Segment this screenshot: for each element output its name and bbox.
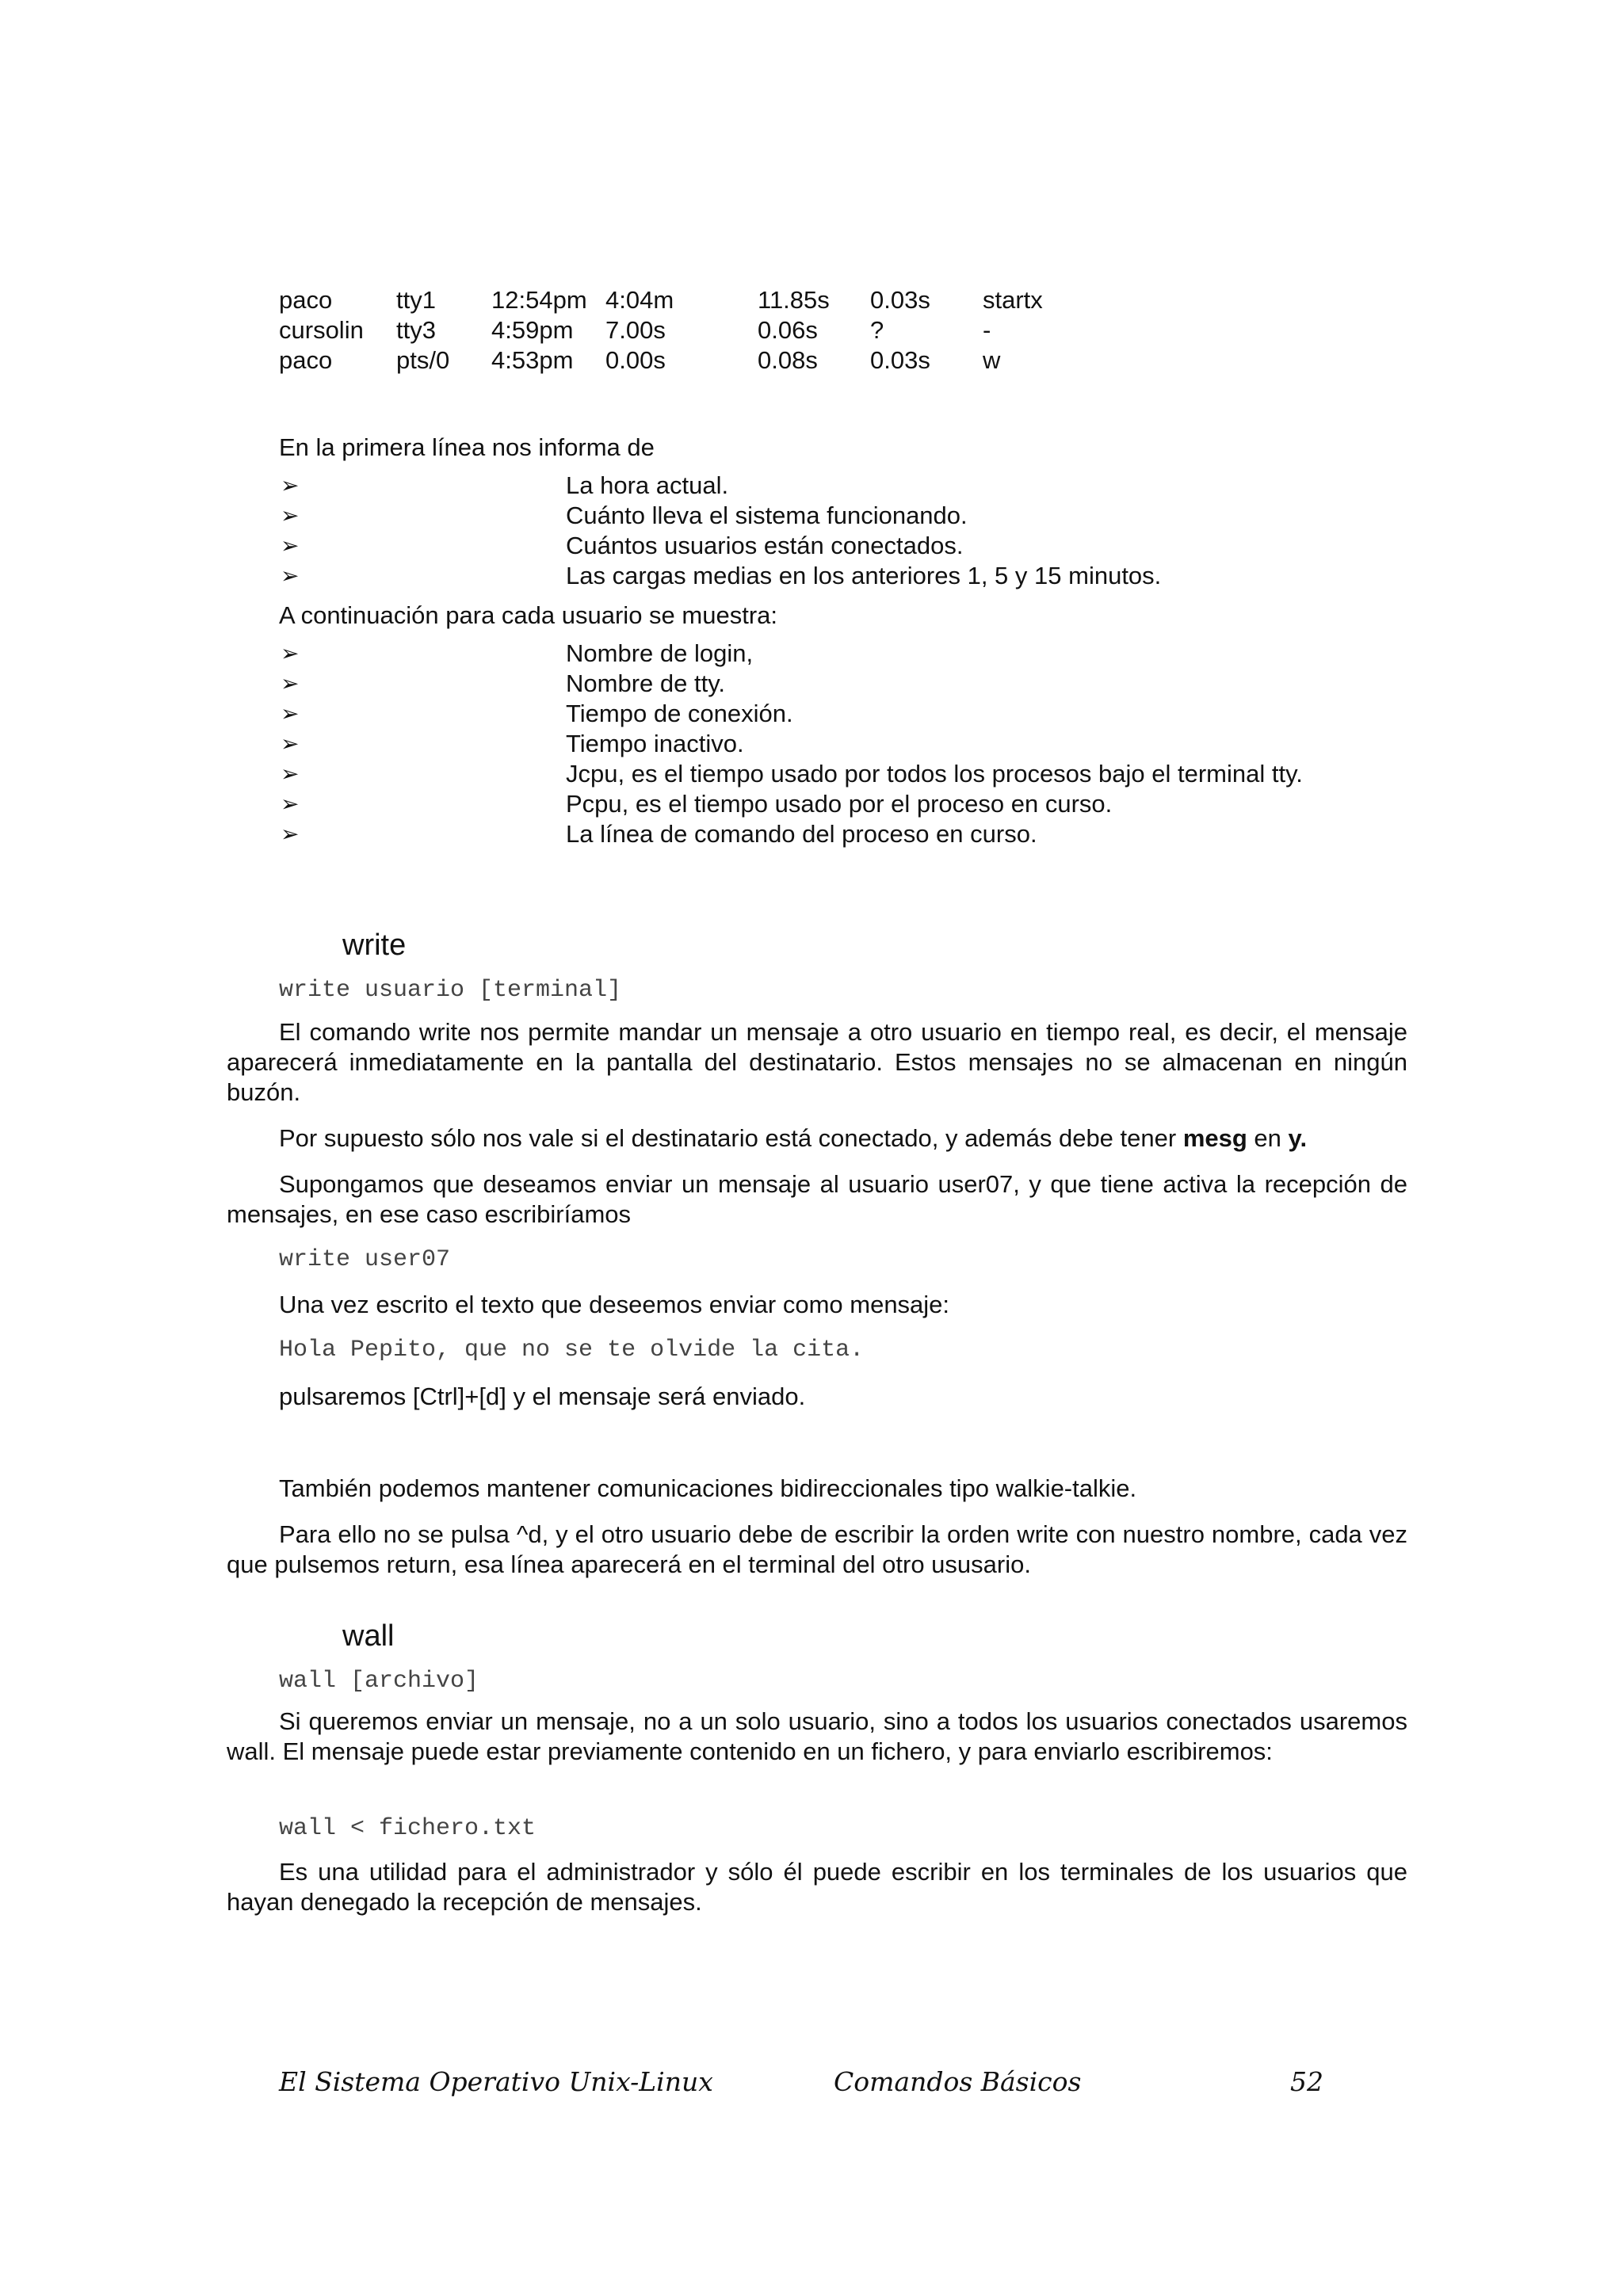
table-cell: 11.85s	[758, 286, 830, 314]
wall-syntax: wall [archivo]	[279, 1668, 479, 1695]
mesg-keyword: mesg	[1182, 1124, 1247, 1152]
arrow-bullet-icon: ➢	[281, 503, 300, 528]
per-user-intro: A continuación para cada usuario se muestra:	[279, 601, 777, 629]
table-cell: 12:54pm	[491, 286, 587, 314]
table-cell: 0.06s	[758, 316, 818, 344]
list-item: ➢ La línea de comando del proceso en curso.	[281, 820, 1037, 848]
table-cell: tty1	[396, 286, 436, 314]
write-paragraph-4: Una vez escrito el texto que deseemos enviar como mensaje:	[279, 1291, 950, 1318]
write-heading: write	[342, 929, 407, 962]
list-item: ➢ La hora actual.	[281, 471, 729, 499]
table-cell: cursolin	[279, 316, 364, 344]
wall-heading: wall	[342, 1619, 395, 1653]
wall-code-example: wall < fichero.txt	[279, 1815, 537, 1842]
table-cell: w	[983, 346, 1001, 374]
table-cell: 0.03s	[870, 286, 930, 314]
footer-book-title: El Sistema Operativo Unix-Linux	[279, 2066, 713, 2097]
first-line-list	[279, 471, 1468, 591]
arrow-bullet-icon: ➢	[281, 822, 300, 846]
table-cell: -	[983, 316, 991, 344]
arrow-bullet-icon: ➢	[281, 473, 300, 498]
arrow-bullet-icon: ➢	[281, 671, 300, 696]
list-item: ➢ Pcpu, es el tiempo usado por el proceso en curso.	[281, 790, 1113, 818]
write-paragraph-5: pulsaremos [Ctrl]+[d] y el mensaje será enviado.	[279, 1383, 806, 1410]
write-paragraph-2: Por supuesto sólo nos vale si el destinatario está conectado, y además debe tener mesg en y.	[279, 1124, 1308, 1152]
footer-page-number: 52	[1290, 2066, 1323, 2097]
arrow-bullet-icon: ➢	[281, 563, 300, 588]
list-item: ➢ Nombre de tty.	[281, 669, 726, 697]
write-paragraph-1: El comando write nos permite mandar un mensaje a otro usuario en tiempo real, es decir, el mensaje aparecerá inmediatamente en la pantalla del destinatario. Estos mensajes no se almacenan en ningún buzón.	[227, 1018, 1407, 1106]
first-line-intro: En la primera línea nos informa de	[279, 433, 655, 461]
table-cell: 4:59pm	[491, 316, 574, 344]
arrow-bullet-icon: ➢	[281, 731, 300, 756]
table-row	[279, 285, 1388, 315]
footer-section: Comandos Básicos	[834, 2066, 1082, 2097]
list-item: ➢ Las cargas medias en los anteriores 1, 5 y 15 minutos.	[281, 562, 1162, 589]
table-cell: paco	[279, 346, 333, 374]
table-row	[279, 315, 1388, 345]
list-item: ➢ Cuánto lleva el sistema funcionando.	[281, 502, 968, 529]
wall-paragraph-2: Es una utilidad para el administrador y sólo él puede escribir en los terminales de los usuarios que hayan denegado la recepción de mensajes.	[227, 1858, 1407, 1916]
table-cell: 7.00s	[605, 316, 666, 344]
arrow-bullet-icon: ➢	[281, 791, 300, 816]
table-cell: 0.00s	[605, 346, 666, 374]
list-item: ➢ Nombre de login,	[281, 639, 754, 667]
arrow-bullet-icon: ➢	[281, 533, 300, 558]
arrow-bullet-icon: ➢	[281, 701, 300, 726]
table-cell: 4:04m	[605, 286, 674, 314]
list-item: ➢ Tiempo inactivo.	[281, 730, 744, 757]
write-message-example: Hola Pepito, que no se te olvide la cita.	[279, 1337, 865, 1363]
arrow-bullet-icon: ➢	[281, 641, 300, 666]
table-cell: tty3	[396, 316, 436, 344]
table-row	[279, 345, 1388, 376]
table-cell: 0.03s	[870, 346, 930, 374]
list-item: ➢ Jcpu, es el tiempo usado por todos los procesos bajo el terminal tty.	[281, 760, 1303, 788]
table-cell: 4:53pm	[491, 346, 574, 374]
write-paragraph-7: Para ello no se pulsa ^d, y el otro usuario debe de escribir la orden write con nuestro nombre, cada vez que pulsemos return, esa línea aparecerá en el terminal del otro ususario.	[227, 1520, 1407, 1578]
table-cell: paco	[279, 286, 333, 314]
per-user-list	[279, 639, 1468, 849]
write-syntax: write usuario [terminal]	[279, 977, 622, 1004]
table-cell: pts/0	[396, 346, 450, 374]
wall-paragraph-1: Si queremos enviar un mensaje, no a un solo usuario, sino a todos los usuarios conectados usaremos wall. El mensaje puede estar previamente contenido en un fichero, y para enviarlo escribiremos:	[227, 1707, 1407, 1765]
write-paragraph-6: También podemos mantener comunicaciones bidireccionales tipo walkie-talkie.	[279, 1474, 1137, 1502]
list-item: ➢ Tiempo de conexión.	[281, 700, 793, 727]
write-code-example: write user07	[279, 1246, 451, 1273]
w-output-table	[279, 285, 1388, 376]
write-paragraph-3: Supongamos que deseamos enviar un mensaje al usuario user07, y que tiene activa la recepción de mensajes, en ese caso escribiríamos	[227, 1170, 1407, 1228]
list-item: ➢ Cuántos usuarios están conectados.	[281, 532, 964, 559]
table-cell: 0.08s	[758, 346, 818, 374]
table-cell: ?	[870, 316, 884, 344]
table-cell: startx	[983, 286, 1043, 314]
arrow-bullet-icon: ➢	[281, 761, 300, 786]
y-keyword: y.	[1288, 1124, 1308, 1152]
